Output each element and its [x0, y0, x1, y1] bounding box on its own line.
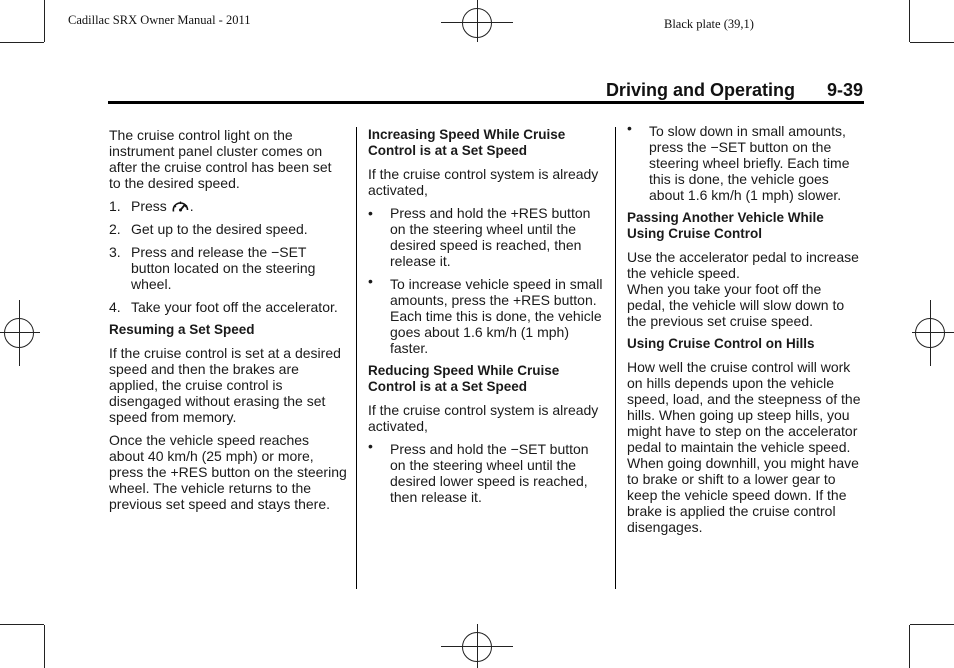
passing-heading: Passing Another Vehicle While Using Cruise Control	[627, 210, 824, 241]
passing-paragraph-1: Use the accelerator pedal to increase the vehicle speed.	[627, 249, 859, 281]
increase-speed-paragraph: If the cruise control system is already activated,	[368, 166, 599, 198]
step-4: 4. Take your foot off the accelerator.	[109, 299, 338, 315]
intro-paragraph: The cruise control light on the instrument panel cluster comes on after the cruise control has been set to the desired speed.	[109, 127, 332, 191]
header-rule	[108, 101, 864, 104]
passing-paragraph-2: When you take your foot off the pedal, the vehicle will slow down to the previous set cruise speed.	[627, 281, 845, 329]
bullet-icon: •	[368, 273, 373, 289]
increase-bullet-2: • To increase vehicle speed in small amounts, press the +RES button. Each time this is done, the vehicle goes about 1.6 km/h (1 mph) faster.	[368, 273, 603, 356]
hills-heading: Using Cruise Control on Hills	[627, 336, 815, 351]
bullet-icon: •	[368, 438, 373, 454]
column-divider-2	[615, 127, 616, 589]
bullet-icon: •	[627, 120, 632, 136]
reduce-speed-paragraph: If the cruise control system is already activated,	[368, 402, 599, 434]
increase-speed-heading: Increasing Speed While Cruise Control is at a Set Speed	[368, 127, 566, 158]
section-heading	[606, 80, 863, 101]
column-1	[109, 127, 347, 519]
resume-heading: Resuming a Set Speed	[109, 322, 255, 337]
hills-paragraph: How well the cruise control will work on hills depends upon the vehicle speed, load, and the steepness of the hills. When going up steep hills, you might have to step on the accelerator pedal to maintain the vehicle speed. When going downhill, you might have to brake or shift to a lower gear to keep the vehicle speed down. If the brake is applied the cruise control disengages.	[627, 359, 861, 535]
step-1: 1. Press .	[109, 198, 194, 214]
increase-bullet-1: • Press and hold the +RES button on the steering wheel until the desired speed is reached, then release it.	[368, 205, 591, 269]
resume-paragraph-1: If the cruise control is set at a desired speed and then the brakes are applied, the cruise control is disengaged without erasing the set speed from memory.	[109, 345, 341, 425]
bullet-icon: •	[368, 205, 373, 221]
page-number: 9-39	[826, 80, 863, 100]
cruise-control-icon	[171, 199, 190, 213]
resume-paragraph-2: Once the vehicle speed reaches about 40 km/h (25 mph) or more, press the +RES button on the steering wheel. The vehicle returns to the previous set speed and stays there.	[109, 432, 347, 512]
reduce-speed-heading: Reducing Speed While Cruise Control is at a Set Speed	[368, 363, 560, 394]
plate-label: Black plate (39,1)	[664, 17, 754, 31]
step-2: 2. Get up to the desired speed.	[109, 221, 308, 237]
column-divider-1	[356, 127, 357, 589]
step-3: 3. Press and release the −SET button located on the steering wheel.	[109, 244, 316, 292]
column-3	[627, 120, 863, 542]
slow-down-bullet: • To slow down in small amounts, press the −SET button on the steering wheel briefly. Each time this is done, the vehicle goes about 1.6 km/h (1 mph) slower.	[627, 120, 850, 203]
manual-title: Cadillac SRX Owner Manual - 2011	[68, 13, 251, 27]
section-title: Driving and Operating	[605, 80, 795, 100]
reduce-bullet-1: • Press and hold the −SET button on the steering wheel until the desired lower speed is reached, then release it.	[368, 438, 589, 505]
column-2	[368, 127, 608, 512]
